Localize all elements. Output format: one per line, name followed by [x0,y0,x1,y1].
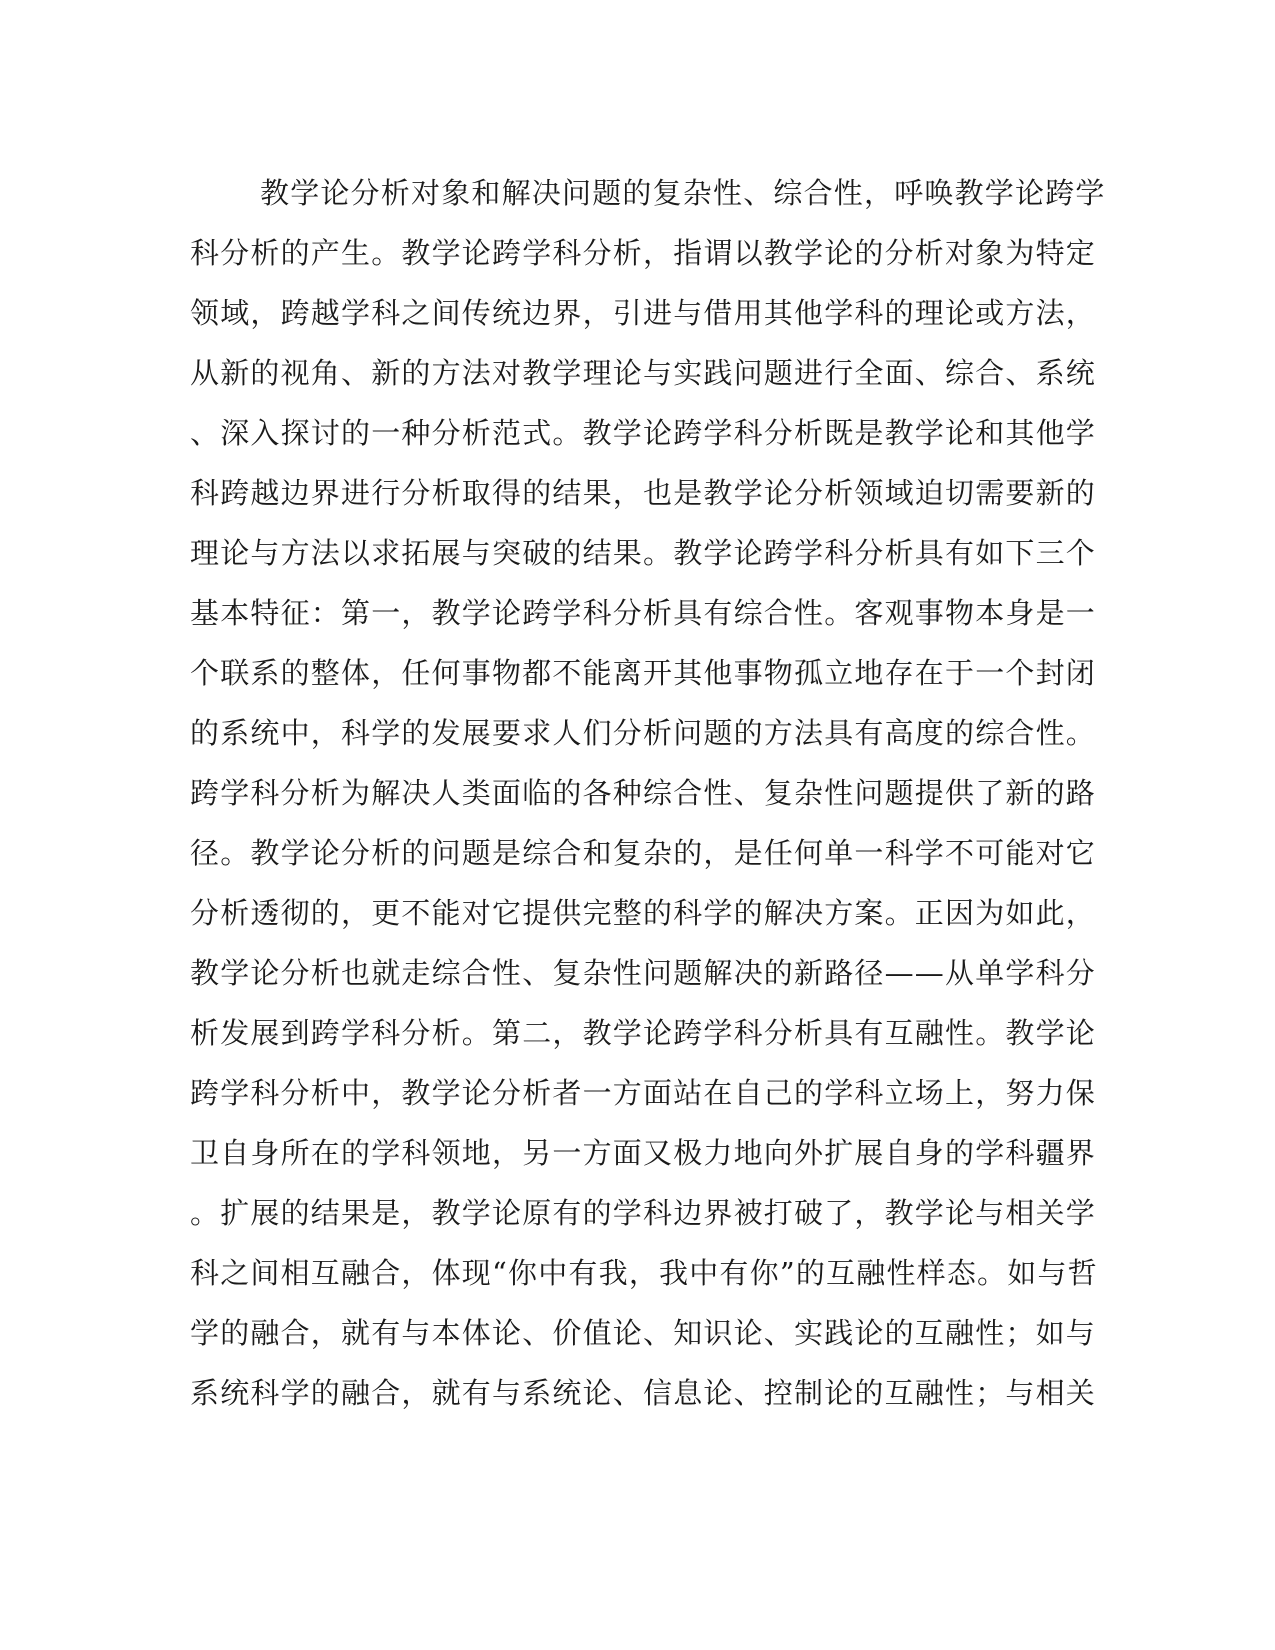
body-paragraph [190,163,1106,1423]
text-line: 个联系的整体，任何事物都不能离开其他事物孤立地存在于一个封闭 [190,656,1097,690]
text-line: 学的融合，就有与本体论、价值论、知识论、实践论的互融性；如与 [190,1316,1097,1350]
text-line: 教学论分析也就走综合性、复杂性问题解决的新路径——从单学科分 [190,956,1097,990]
text-line: 析发展到跨学科分析。第二，教学论跨学科分析具有互融性。教学论 [190,1016,1097,1050]
text-line: 跨学科分析中，教学论分析者一方面站在自己的学科立场上，努力保 [190,1076,1097,1110]
text-line: 。扩展的结果是，教学论原有的学科边界被打破了，教学论与相关学 [190,1196,1097,1230]
text-line: 科分析的产生。教学论跨学科分析，指谓以教学论的分析对象为特定 [190,236,1097,270]
text-line: 跨学科分析为解决人类面临的各种综合性、复杂性问题提供了新的路 [190,776,1097,810]
text-line: 、深入探讨的一种分析范式。教学论跨学科分析既是教学论和其他学 [190,416,1097,450]
text-line: 分析透彻的，更不能对它提供完整的科学的解决方案。正因为如此， [190,896,1097,930]
text-line: 径。教学论分析的问题是综合和复杂的，是任何单一科学不可能对它 [190,836,1097,870]
text-line: 从新的视角、新的方法对教学理论与实践问题进行全面、综合、系统 [190,356,1097,390]
text-line: 领域，跨越学科之间传统边界，引进与借用其他学科的理论或方法， [190,296,1097,330]
text-line: 的系统中，科学的发展要求人们分析问题的方法具有高度的综合性。 [190,716,1097,750]
text-line: 教学论分析对象和解决问题的复杂性、综合性，呼唤教学论跨学 [260,176,1106,210]
text-line: 理论与方法以求拓展与突破的结果。教学论跨学科分析具有如下三个 [190,536,1097,570]
text-line: 卫自身所在的学科领地，另一方面又极力地向外扩展自身的学科疆界 [190,1136,1097,1170]
text-line: 系统科学的融合，就有与系统论、信息论、控制论的互融性；与相关 [190,1376,1097,1410]
text-line: 科之间相互融合，体现“你中有我，我中有你”的互融性样态。如与哲 [190,1256,1098,1290]
text-line: 科跨越边界进行分析取得的结果，也是教学论分析领域迫切需要新的 [190,476,1097,510]
text-line: 基本特征：第一，教学论跨学科分析具有综合性。客观事物本身是一 [190,596,1097,630]
